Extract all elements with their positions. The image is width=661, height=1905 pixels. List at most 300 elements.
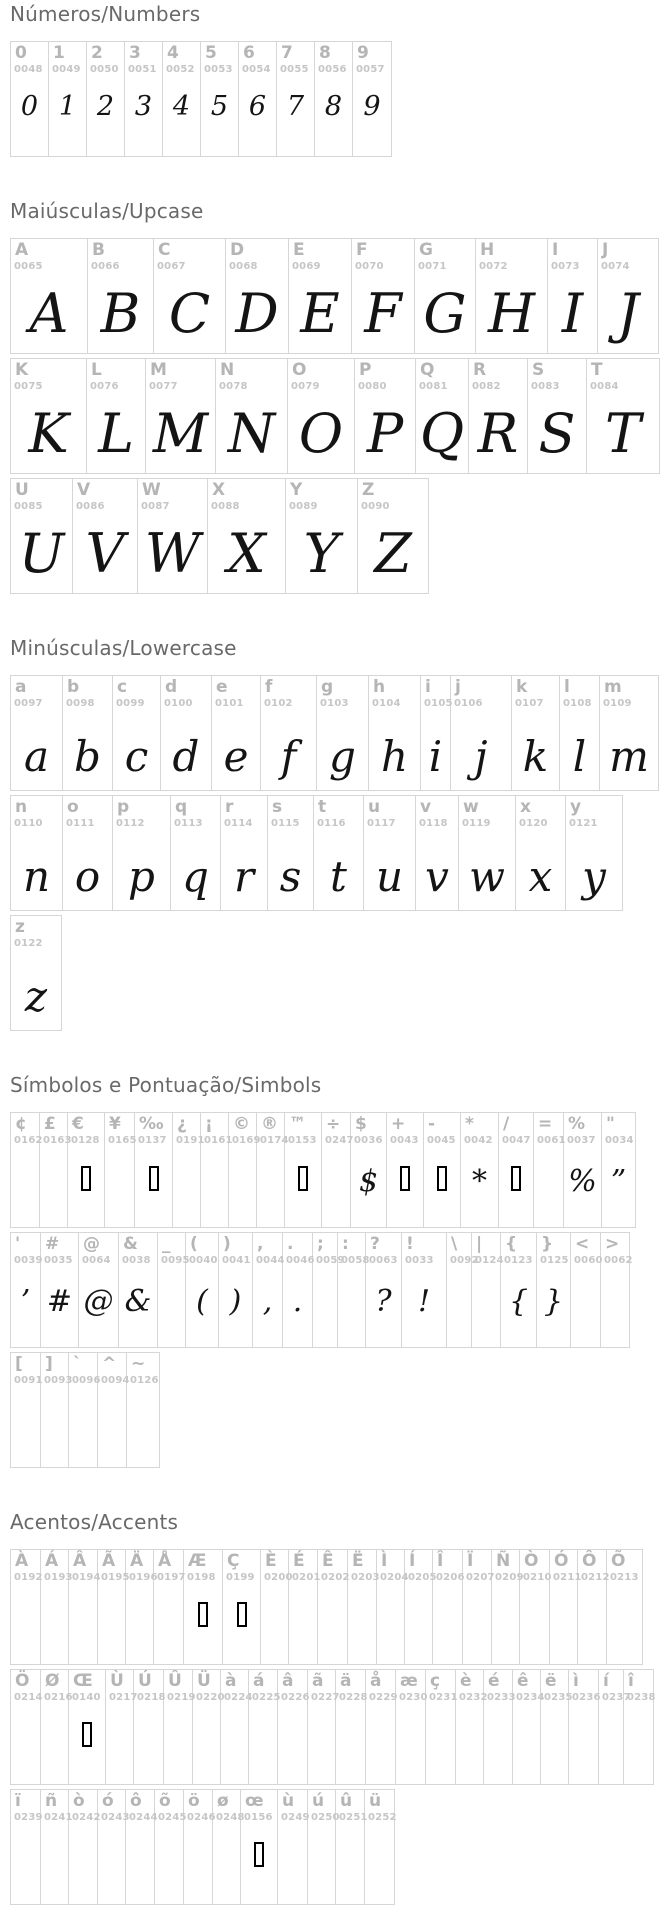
char-cell xyxy=(11,479,73,593)
char-cell xyxy=(63,796,113,910)
cell-code: 0079 xyxy=(291,381,320,392)
cell-label: à xyxy=(225,1671,237,1691)
cell-code: 0091 xyxy=(14,1375,43,1386)
cell-glyph: , xyxy=(262,1284,273,1319)
char-row xyxy=(10,1232,633,1348)
char-cell xyxy=(484,1670,516,1784)
cell-code: 0056 xyxy=(318,64,347,75)
cell-label: Ö xyxy=(15,1671,30,1691)
cell-code: 0111 xyxy=(66,818,95,829)
cell-label: | xyxy=(476,1234,483,1254)
char-cell xyxy=(358,479,428,593)
cell-label: b xyxy=(67,677,80,697)
char-row xyxy=(10,1112,636,1228)
char-cell xyxy=(223,1550,261,1664)
char-cell xyxy=(135,1113,173,1227)
cell-code: 0033 xyxy=(405,1255,434,1266)
char-cell xyxy=(261,1550,293,1664)
section-title: Números/Numbers xyxy=(10,2,201,26)
char-cell xyxy=(158,1233,190,1347)
cell-glyph: P xyxy=(366,402,404,465)
cell-label: ê xyxy=(517,1671,529,1691)
char-cell xyxy=(184,1550,223,1664)
cell-label: K xyxy=(15,360,29,380)
cell-label: Ú xyxy=(138,1671,152,1691)
cell-code: 0075 xyxy=(14,381,43,392)
cell-code: 0203 xyxy=(351,1572,380,1583)
char-cell xyxy=(571,1233,601,1347)
cell-label: $ xyxy=(355,1114,367,1134)
cell-label: ç xyxy=(430,1671,441,1691)
char-cell xyxy=(528,359,587,473)
cell-label: S xyxy=(532,360,545,380)
cell-code: 0097 xyxy=(14,698,43,709)
cell-glyph: N xyxy=(227,402,276,465)
char-cell xyxy=(600,676,658,790)
cell-code: 0116 xyxy=(317,818,346,829)
cell-label: O xyxy=(292,360,307,380)
cell-label: Ü xyxy=(197,1671,211,1691)
cell-code: 0199 xyxy=(226,1572,255,1583)
cell-glyph: ? xyxy=(375,1284,392,1319)
char-cell xyxy=(221,1670,253,1784)
char-cell xyxy=(289,1550,321,1664)
cell-glyph: X xyxy=(227,522,266,585)
char-cell xyxy=(268,796,314,910)
cell-code: 0250 xyxy=(311,1812,340,1823)
missing-glyph-box xyxy=(298,1166,308,1191)
cell-code: 0090 xyxy=(361,501,390,512)
cell-code: 0235 xyxy=(544,1692,573,1703)
cell-glyph: a xyxy=(23,732,50,781)
cell-code: 0205 xyxy=(408,1572,437,1583)
cell-code: 0073 xyxy=(551,261,580,272)
cell-glyph: I xyxy=(561,282,584,345)
cell-glyph: @ xyxy=(83,1284,114,1319)
char-cell xyxy=(257,1113,289,1227)
cell-glyph xyxy=(135,1166,172,1197)
char-cell xyxy=(173,1113,205,1227)
cell-code: 0088 xyxy=(211,501,240,512)
section-symbols xyxy=(10,1073,661,1468)
char-cell xyxy=(516,796,566,910)
cell-code: 0115 xyxy=(271,818,300,829)
cell-glyph: ” xyxy=(610,1164,627,1199)
cell-label: ÷ xyxy=(326,1114,341,1134)
char-row xyxy=(10,675,659,791)
cell-label: 3 xyxy=(129,43,141,63)
char-cell xyxy=(126,1550,158,1664)
cell-label: æ xyxy=(400,1671,418,1691)
cell-label: £ xyxy=(44,1114,56,1134)
cell-code: 0192 xyxy=(14,1572,43,1583)
cell-label: Á xyxy=(45,1551,59,1571)
cell-code: 0121 xyxy=(569,818,598,829)
cell-code: 0241 xyxy=(44,1812,73,1823)
char-cell xyxy=(69,1670,106,1784)
cell-code: 0068 xyxy=(229,261,258,272)
cell-label: Ë xyxy=(352,1551,364,1571)
cell-glyph: l xyxy=(572,732,587,781)
char-cell xyxy=(229,1113,261,1227)
cell-code: 0041 xyxy=(222,1255,251,1266)
cell-label: Ñ xyxy=(496,1551,511,1571)
cell-code: 0219 xyxy=(167,1692,196,1703)
cell-code: 0117 xyxy=(367,818,396,829)
char-cell xyxy=(476,239,548,353)
section-title: Minúsculas/Lowercase xyxy=(10,636,237,660)
cell-code: 0037 xyxy=(567,1135,596,1146)
char-cell xyxy=(548,239,598,353)
cell-code: 0169 xyxy=(232,1135,261,1146)
cell-code: 0207 xyxy=(466,1572,495,1583)
char-cell xyxy=(138,479,208,593)
char-cell xyxy=(73,479,138,593)
cell-code: 0125 xyxy=(540,1255,569,1266)
char-cell xyxy=(208,479,286,593)
char-cell xyxy=(285,1113,322,1227)
cell-glyph: v xyxy=(425,852,449,901)
section-rows xyxy=(10,675,661,1031)
cell-code: 0051 xyxy=(128,64,157,75)
cell-label: V xyxy=(77,480,91,500)
cell-code: 0069 xyxy=(292,261,321,272)
cell-glyph: z xyxy=(24,972,48,1021)
char-cell xyxy=(396,1670,426,1784)
char-cell xyxy=(416,359,469,473)
char-cell xyxy=(239,42,277,156)
char-cell xyxy=(226,239,289,353)
cell-code: 0126 xyxy=(130,1375,159,1386)
char-cell xyxy=(402,1233,447,1347)
cell-label: œ xyxy=(245,1791,264,1811)
cell-label: [ xyxy=(15,1354,23,1374)
cell-code: 0161 xyxy=(204,1135,233,1146)
cell-label: c xyxy=(117,677,128,697)
cell-code: 0109 xyxy=(603,698,632,709)
cell-code: 0034 xyxy=(605,1135,634,1146)
cell-code: 0231 xyxy=(429,1692,458,1703)
cell-label: a xyxy=(15,677,27,697)
char-cell xyxy=(49,42,87,156)
char-cell xyxy=(348,1550,380,1664)
cell-label: r xyxy=(225,797,234,817)
char-cell xyxy=(463,1550,495,1664)
cell-label: p xyxy=(117,797,130,817)
cell-glyph: n xyxy=(22,852,51,901)
cell-code: 0066 xyxy=(91,261,120,272)
cell-glyph: 5 xyxy=(210,91,229,122)
char-cell xyxy=(119,1233,158,1347)
char-cell xyxy=(537,1233,571,1347)
cell-label: ^ xyxy=(102,1354,117,1374)
cell-label: ü xyxy=(369,1791,382,1811)
cell-label: w xyxy=(463,797,479,817)
cell-glyph: 2 xyxy=(96,91,115,122)
cell-glyph: D xyxy=(235,282,279,345)
cell-label: A xyxy=(15,240,29,260)
cell-label: Ò xyxy=(524,1551,539,1571)
cell-label: ú xyxy=(312,1791,325,1811)
cell-code: 0054 xyxy=(242,64,271,75)
cell-label: T xyxy=(591,360,603,380)
cell-label: M xyxy=(150,360,167,380)
cell-code: 0228 xyxy=(339,1692,368,1703)
char-cell xyxy=(11,1550,41,1664)
cell-code: 0077 xyxy=(149,381,178,392)
char-cell xyxy=(424,1113,461,1227)
cell-code: 0137 xyxy=(138,1135,167,1146)
cell-label: } xyxy=(541,1234,554,1254)
char-cell xyxy=(550,1550,582,1664)
cell-code: 0043 xyxy=(390,1135,419,1146)
section-rows xyxy=(10,238,661,594)
cell-label: ™ xyxy=(289,1114,306,1134)
char-row xyxy=(10,1669,654,1785)
char-cell xyxy=(125,42,163,156)
section-uppercase xyxy=(10,199,661,594)
cell-label: u xyxy=(368,797,381,817)
cell-glyph: } xyxy=(543,1284,564,1319)
cell-glyph: { xyxy=(508,1284,529,1319)
cell-code: 0213 xyxy=(610,1572,639,1583)
cell-glyph xyxy=(424,1166,460,1197)
cell-code: 0229 xyxy=(369,1692,398,1703)
char-cell xyxy=(366,1233,402,1347)
cell-label: 9 xyxy=(357,43,369,63)
cell-code: 0080 xyxy=(358,381,387,392)
cell-code: 0156 xyxy=(244,1812,273,1823)
char-cell xyxy=(318,1550,348,1664)
cell-code: 0249 xyxy=(281,1812,310,1823)
cell-glyph: 4 xyxy=(172,91,191,122)
cell-glyph: o xyxy=(74,852,101,901)
cell-label: È xyxy=(265,1551,277,1571)
cell-glyph: j xyxy=(474,732,488,781)
cell-code: 0206 xyxy=(436,1572,465,1583)
cell-label: Í xyxy=(409,1551,416,1571)
cell-glyph: Z xyxy=(374,522,412,585)
char-cell xyxy=(87,42,125,156)
cell-label: Z xyxy=(362,480,375,500)
char-cell xyxy=(541,1670,573,1784)
cell-label: ö xyxy=(188,1791,200,1811)
char-cell xyxy=(11,1353,41,1467)
cell-glyph: m xyxy=(609,732,649,781)
cell-code: 0218 xyxy=(137,1692,166,1703)
cell-label: î xyxy=(628,1671,634,1691)
char-cell xyxy=(355,359,416,473)
cell-label: 7 xyxy=(281,43,293,63)
cell-label: Ï xyxy=(467,1551,474,1571)
char-cell xyxy=(249,1670,281,1784)
char-cell xyxy=(63,676,113,790)
cell-code: 0110 xyxy=(14,818,43,829)
cell-code: 0093 xyxy=(44,1375,73,1386)
char-cell xyxy=(351,1113,387,1227)
char-cell xyxy=(41,1670,73,1784)
char-cell xyxy=(154,239,226,353)
cell-label: ? xyxy=(370,1234,380,1254)
char-cell xyxy=(288,359,355,473)
cell-label: n xyxy=(15,797,28,817)
cell-code: 0100 xyxy=(164,698,193,709)
char-cell xyxy=(11,42,49,156)
cell-code: 0201 xyxy=(292,1572,321,1583)
cell-code: 0123 xyxy=(504,1255,533,1266)
cell-label: { xyxy=(505,1234,518,1254)
cell-label: ] xyxy=(45,1354,53,1374)
char-cell xyxy=(587,359,659,473)
char-cell xyxy=(106,1670,138,1784)
section-rows xyxy=(10,41,661,157)
cell-glyph: 8 xyxy=(324,91,343,122)
cell-code: 0119 xyxy=(462,818,491,829)
char-cell xyxy=(501,1233,537,1347)
char-cell xyxy=(219,1233,253,1347)
cell-code: 0049 xyxy=(52,64,81,75)
char-cell xyxy=(11,916,61,1030)
cell-glyph: y xyxy=(582,852,606,901)
cell-label: ô xyxy=(130,1791,142,1811)
cell-label: h xyxy=(373,677,386,697)
cell-label: C xyxy=(158,240,171,260)
cell-code: 0174 xyxy=(260,1135,289,1146)
char-cell xyxy=(314,796,364,910)
cell-glyph: p xyxy=(128,852,155,901)
section-accents xyxy=(10,1510,661,1905)
cell-label: U xyxy=(15,480,29,500)
cell-label: Ç xyxy=(227,1551,240,1571)
cell-label: Ù xyxy=(110,1671,124,1691)
cell-glyph: e xyxy=(223,732,249,781)
cell-code: 0193 xyxy=(44,1572,73,1583)
cell-label: ( xyxy=(190,1234,198,1254)
cell-glyph xyxy=(499,1166,533,1197)
char-cell xyxy=(416,796,459,910)
cell-glyph: C xyxy=(168,282,211,345)
char-cell xyxy=(433,1550,463,1664)
cell-label: % xyxy=(568,1114,586,1134)
cell-glyph: u xyxy=(375,852,404,901)
cell-code: 0106 xyxy=(454,698,483,709)
cell-code: 0098 xyxy=(66,698,95,709)
cell-code: 0103 xyxy=(320,698,349,709)
cell-label: õ xyxy=(159,1791,171,1811)
cell-label: ù xyxy=(282,1791,295,1811)
char-cell xyxy=(469,359,528,473)
char-cell xyxy=(41,1353,73,1467)
section-title: Símbolos e Pontuação/Simbols xyxy=(10,1073,322,1097)
cell-glyph: c xyxy=(124,732,149,781)
char-cell xyxy=(11,1113,43,1227)
cell-glyph: d xyxy=(172,732,200,781)
cell-glyph xyxy=(184,1602,222,1632)
cell-label: i xyxy=(425,677,431,697)
cell-code: 0048 xyxy=(14,64,43,75)
cell-label: d xyxy=(165,677,178,697)
cell-glyph: 6 xyxy=(248,91,267,122)
char-cell xyxy=(459,796,516,910)
cell-label: Â xyxy=(73,1551,87,1571)
cell-glyph: i xyxy=(428,732,443,781)
char-cell xyxy=(193,1670,225,1784)
cell-code: 0202 xyxy=(321,1572,350,1583)
cell-label: , xyxy=(257,1234,264,1254)
cell-code: 0220 xyxy=(196,1692,225,1703)
cell-code: 0074 xyxy=(601,261,630,272)
cell-code: 0094 xyxy=(101,1375,130,1386)
cell-label: Ó xyxy=(554,1551,569,1571)
cell-label: j xyxy=(455,677,461,697)
char-cell xyxy=(308,1670,340,1784)
cell-label: è xyxy=(460,1671,472,1691)
cell-code: 0209 xyxy=(495,1572,524,1583)
cell-label: l xyxy=(564,677,570,697)
cell-glyph xyxy=(285,1166,321,1197)
cell-code: 0081 xyxy=(419,381,448,392)
char-row xyxy=(10,1789,395,1905)
char-cell xyxy=(277,42,315,156)
cell-code: 0211 xyxy=(553,1572,582,1583)
cell-glyph: L xyxy=(98,402,134,465)
cell-code: 0212 xyxy=(581,1572,610,1583)
cell-glyph: W xyxy=(144,522,201,585)
cell-label: ë xyxy=(545,1671,557,1691)
cell-label: é xyxy=(488,1671,500,1691)
cell-code: 0210 xyxy=(523,1572,552,1583)
cell-code: 0237 xyxy=(602,1692,631,1703)
cell-code: 0195 xyxy=(101,1572,130,1583)
char-cell xyxy=(451,676,512,790)
cell-code: 0104 xyxy=(372,698,401,709)
char-cell xyxy=(313,1233,345,1347)
char-cell xyxy=(322,1113,354,1227)
cell-code: 0248 xyxy=(216,1812,245,1823)
cell-glyph: s xyxy=(279,852,302,901)
cell-label: Ô xyxy=(582,1551,597,1571)
cell-code: 0044 xyxy=(256,1255,285,1266)
cell-glyph: & xyxy=(124,1284,152,1319)
cell-label: > xyxy=(605,1234,620,1254)
cell-code: 0216 xyxy=(44,1692,73,1703)
cell-label: I xyxy=(552,240,559,260)
cell-glyph: S xyxy=(538,402,576,465)
char-row xyxy=(10,478,429,594)
cell-label: ò xyxy=(73,1791,85,1811)
char-cell xyxy=(599,1670,631,1784)
cell-label: ` xyxy=(73,1354,82,1374)
cell-label: Æ xyxy=(188,1551,207,1571)
cell-code: 0047 xyxy=(502,1135,531,1146)
cell-code: 0071 xyxy=(418,261,447,272)
cell-label: ã xyxy=(312,1671,324,1691)
cell-code: 0239 xyxy=(14,1812,43,1823)
cell-label: . xyxy=(287,1234,294,1254)
cell-label: ; xyxy=(317,1234,324,1254)
cell-label: ñ xyxy=(45,1791,58,1811)
cell-label: 2 xyxy=(91,43,103,63)
cell-code: 0204 xyxy=(380,1572,409,1583)
cell-glyph xyxy=(241,1842,277,1872)
char-cell xyxy=(11,796,63,910)
cell-code: 0224 xyxy=(224,1692,253,1703)
cell-label: á xyxy=(253,1671,265,1691)
cell-label: z xyxy=(15,917,25,937)
char-cell xyxy=(353,42,391,156)
cell-glyph: A xyxy=(29,282,69,345)
cell-label: 5 xyxy=(205,43,217,63)
